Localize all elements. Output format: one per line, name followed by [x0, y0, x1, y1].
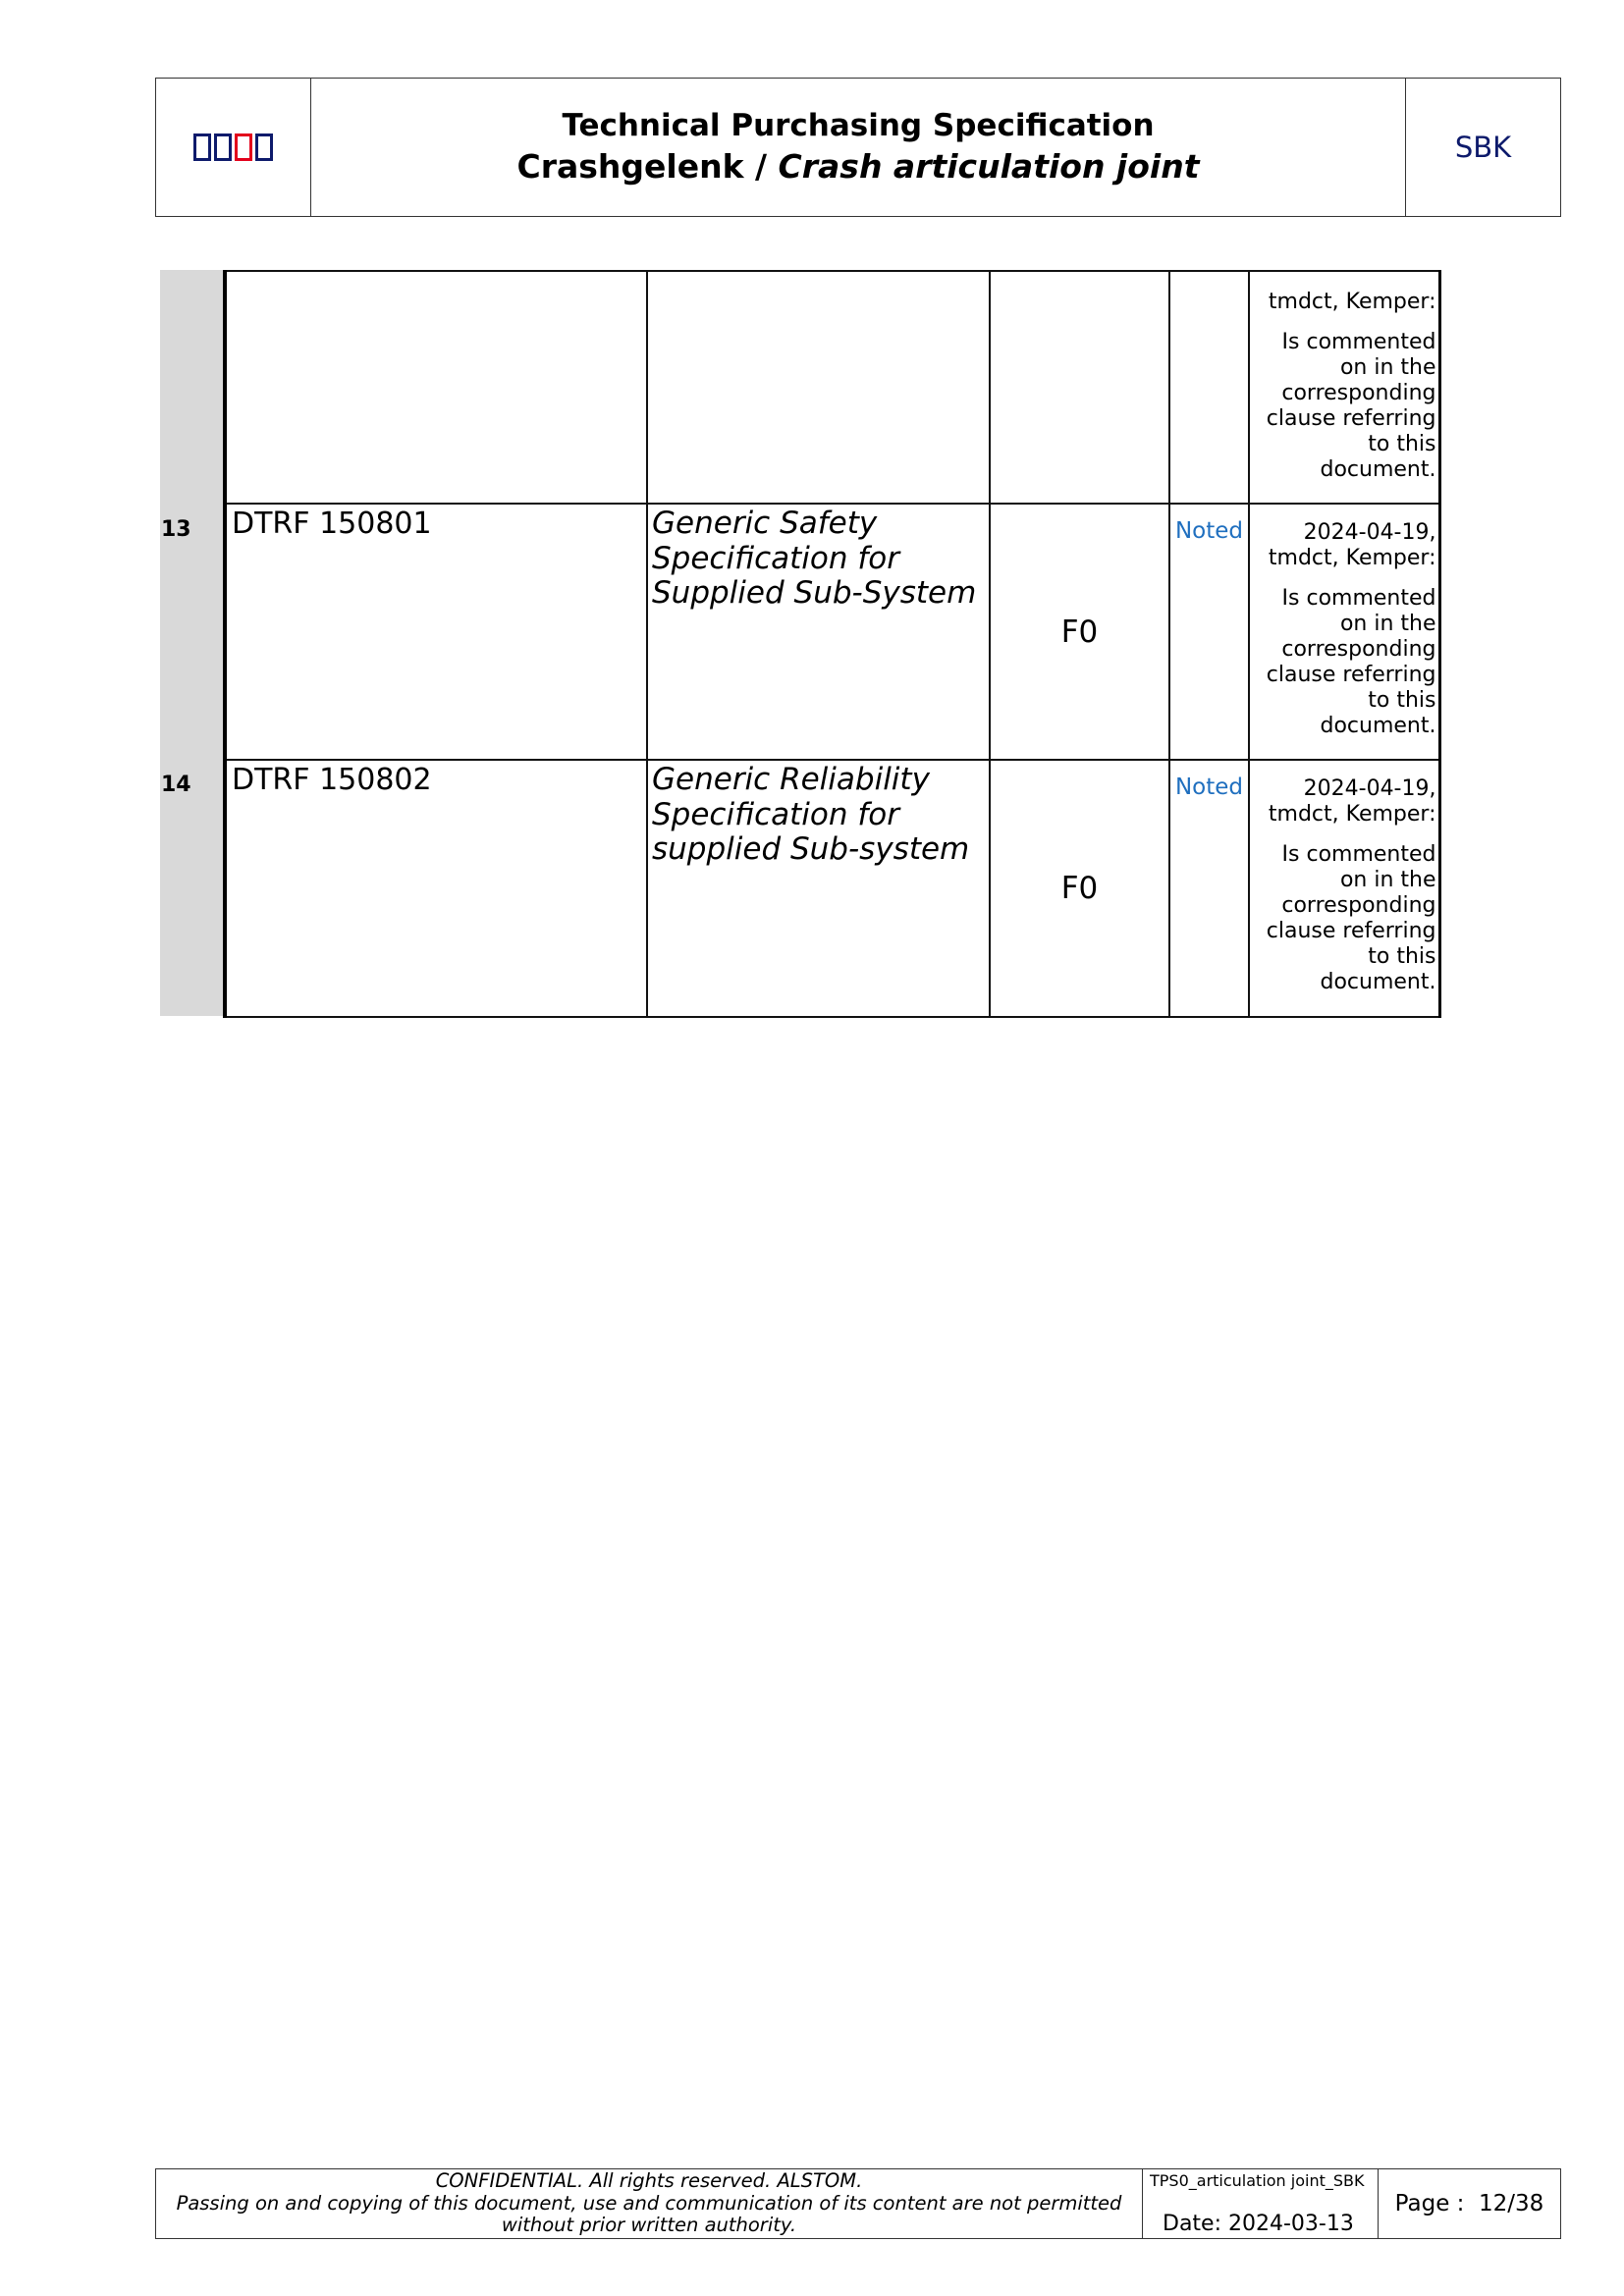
reference-cell: DTRF 150801 [225, 504, 647, 760]
table-row [225, 504, 1439, 760]
title-line: Generic Reliability [652, 762, 930, 797]
comment-author: tmdct, Kemper: [1268, 290, 1436, 314]
title-line: supplied Sub-system [652, 831, 970, 868]
row-number: 14 [161, 773, 191, 797]
reference-documents-table [223, 270, 1441, 1018]
title-cell [647, 271, 990, 504]
title-cell [647, 504, 990, 760]
row-number-gutter [160, 270, 223, 1016]
document-type-title: Technical Purchasing Specification [562, 108, 1155, 144]
alstom-logo-icon [193, 133, 273, 161]
page-header [155, 78, 1561, 217]
title-line: Generic Safety [652, 506, 878, 541]
comment-text: Is commented on in the corresponding clause referring to this document. [1266, 841, 1436, 994]
title-line: Specification for [652, 540, 900, 576]
comment-text: Is commented on in the corresponding clause referring to this document. [1266, 585, 1436, 738]
document-subject-title [516, 146, 1199, 188]
table-row [225, 271, 1439, 504]
reference-cell: DTRF 150802 [225, 760, 647, 1017]
page-number: Page : 12/38 [1394, 2191, 1544, 2216]
status-cell [1169, 271, 1249, 504]
logo-glyph-red [235, 133, 252, 161]
subject-german: Crashgelenk / [516, 146, 779, 186]
comment-cell [1249, 504, 1439, 760]
confidentiality-line: CONFIDENTIAL. All rights reserved. ALSTOM. [435, 2169, 863, 2193]
comment-text: Is commented on in the corresponding clause referring to this document. [1266, 329, 1436, 482]
title-line: Specification for [652, 796, 900, 832]
comment-cell [1249, 760, 1439, 1017]
subject-english: Crash articulation joint [778, 146, 1200, 186]
table-row [225, 760, 1439, 1017]
reference-cell [225, 271, 647, 504]
title-cell [647, 760, 990, 1017]
revision-cell: F0 [990, 760, 1169, 1017]
status-badge: Noted [1169, 760, 1249, 1017]
document-file-name: TPS0_articulation joint_SBK [1150, 2171, 1365, 2190]
logo-glyph [193, 133, 211, 161]
logo-glyph [255, 133, 273, 161]
document-date: Date: 2024-03-13 [1163, 2212, 1354, 2236]
confidentiality-line: Passing on and copying of this document, use and communication of its content are not permitted [176, 2191, 1122, 2215]
comment-cell [1249, 271, 1439, 504]
logo-cell [156, 79, 311, 216]
revision-cell [990, 271, 1169, 504]
comment-author: 2024-04-19, tmdct, Kemper: [1268, 776, 1436, 827]
comment-author: 2024-04-19, tmdct, Kemper: [1268, 520, 1436, 570]
confidentiality-notice [156, 2169, 1143, 2238]
status-badge: Noted [1169, 504, 1249, 760]
project-code: SBK [1454, 131, 1512, 164]
confidentiality-line: without prior written authority. [501, 2214, 797, 2237]
title-cell [311, 79, 1406, 216]
revision-cell: F0 [990, 504, 1169, 760]
document-reference-cell [1143, 2169, 1379, 2238]
logo-glyph [214, 133, 232, 161]
title-line: Supplied Sub-System [652, 575, 977, 612]
row-number: 13 [161, 517, 191, 542]
page-footer [155, 2168, 1561, 2239]
